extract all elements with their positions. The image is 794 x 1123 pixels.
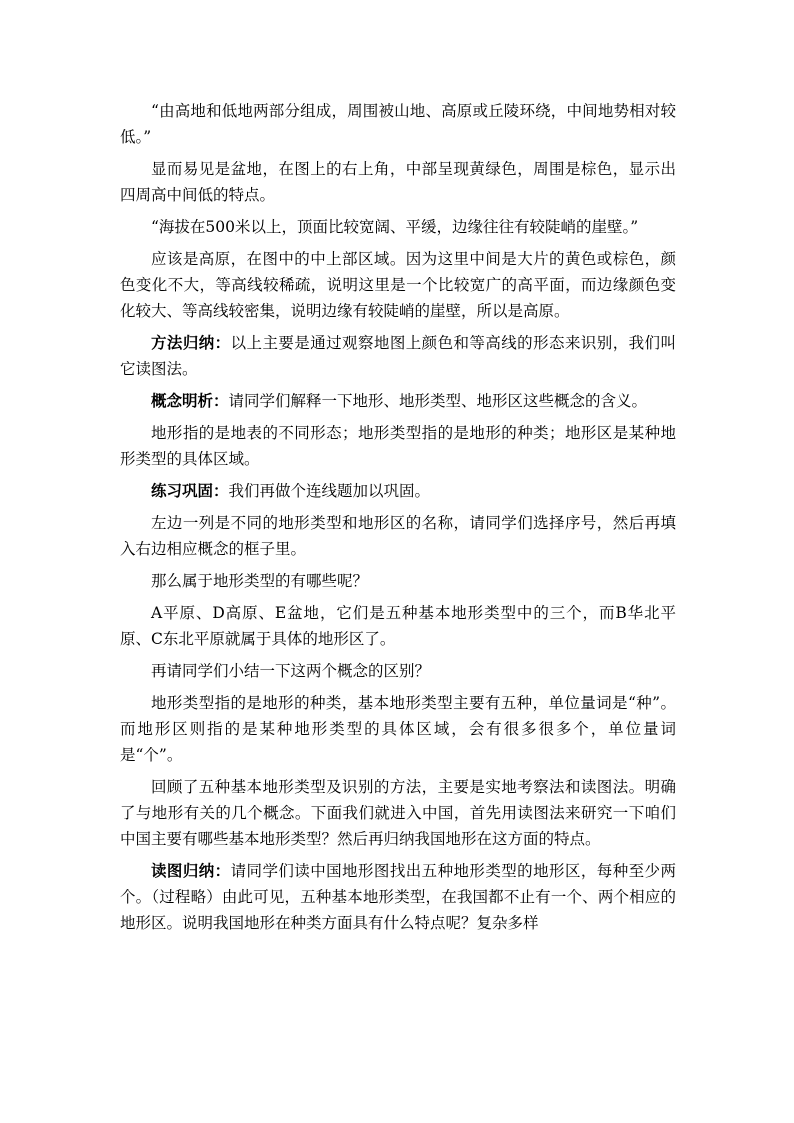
practice-label: 练习巩固： <box>151 481 229 500</box>
paragraph-question-types: 那么属于地形类型的有哪些呢？ <box>151 572 369 590</box>
concept-analysis-label: 概念明析： <box>151 391 229 410</box>
document-body <box>120 98 676 936</box>
map-reading-label: 读图归纳： <box>151 861 231 880</box>
paragraph-basin-answer: 显而易见是盆地，在图上的右上角，中部呈现黄绿色，周围是棕色，显示出四周高中间低的特点。 <box>120 160 676 204</box>
paragraph-concept-analysis: 概念明析：请同学们解释一下地形、地形类型、地形区这些概念的含义。 <box>151 391 648 410</box>
method-summary-label: 方法归纳： <box>151 333 231 352</box>
paragraph-map-reading: 读图归纳：请同学们读中国地形图找出五种地形类型的地形区，每种至少两个。（过程略）由此可见，五种基本地形类型，在我国都不止有一个、两个相应的地形区。说明我国地形在种类方面具有什么特点呢？复杂多样 <box>120 861 676 932</box>
paragraph-basin-quote: “由高地和低地两部分组成，周围被山地、高原或丘陵环绕，中间地势相对较低。” <box>120 102 676 146</box>
paragraph-practice: 练习巩固：我们再做个连线题加以巩固。 <box>151 481 431 500</box>
paragraph-answer-difference: 地形类型指的是地形的种类，基本地形类型主要有五种，单位量词是“种”。而地形区则指的是某种地形类型的具体区域，会有很多很多个，单位量词是“个”。 <box>120 694 676 764</box>
paragraph-method-summary: 方法归纳：以上主要是通过观察地图上颜色和等高线的形态来识别，我们叫它读图法。 <box>120 333 676 378</box>
paragraph-plateau-quote: “海拔在500米以上，顶面比较宽阔、平缓，边缘往往有较陡峭的崖壁。” <box>151 218 639 236</box>
paragraph-question-difference: 再请同学们小结一下这两个概念的区别？ <box>151 662 431 680</box>
paragraph-answer-types: A平原、D高原、E盆地，它们是五种基本地形类型中的三个，而B华北平原、C东北平原就属于具体的地形区了。 <box>120 604 676 648</box>
paragraph-matching-instructions: 左边一列是不同的地形类型和地形区的名称，请同学们选择序号，然后再填入右边相应概念的框子里。 <box>120 514 676 558</box>
paragraph-concept-definitions: 地形指的是地表的不同形态；地形类型指的是地形的种类；地形区是某种地形类型的具体区域。 <box>120 424 676 468</box>
paragraph-review: 回顾了五种基本地形类型及识别的方法，主要是实地考察法和读图法。明确了与地形有关的几个概念。下面我们就进入中国，首先用读图法来研究一下咱们中国主要有哪些基本地形类型？然后再归纳我国地形在这方面的特点。 <box>120 778 676 848</box>
paragraph-plateau-answer: 应该是高原，在图中的中上部区域。因为这里中间是大片的黄色或棕色，颜色变化不大，等高线较稀疏，说明这里是一个比较宽广的高平面，而边缘颜色变化较大、等高线较密集，说明边缘有较陡峭的崖壁，所以是高原。 <box>120 250 676 320</box>
